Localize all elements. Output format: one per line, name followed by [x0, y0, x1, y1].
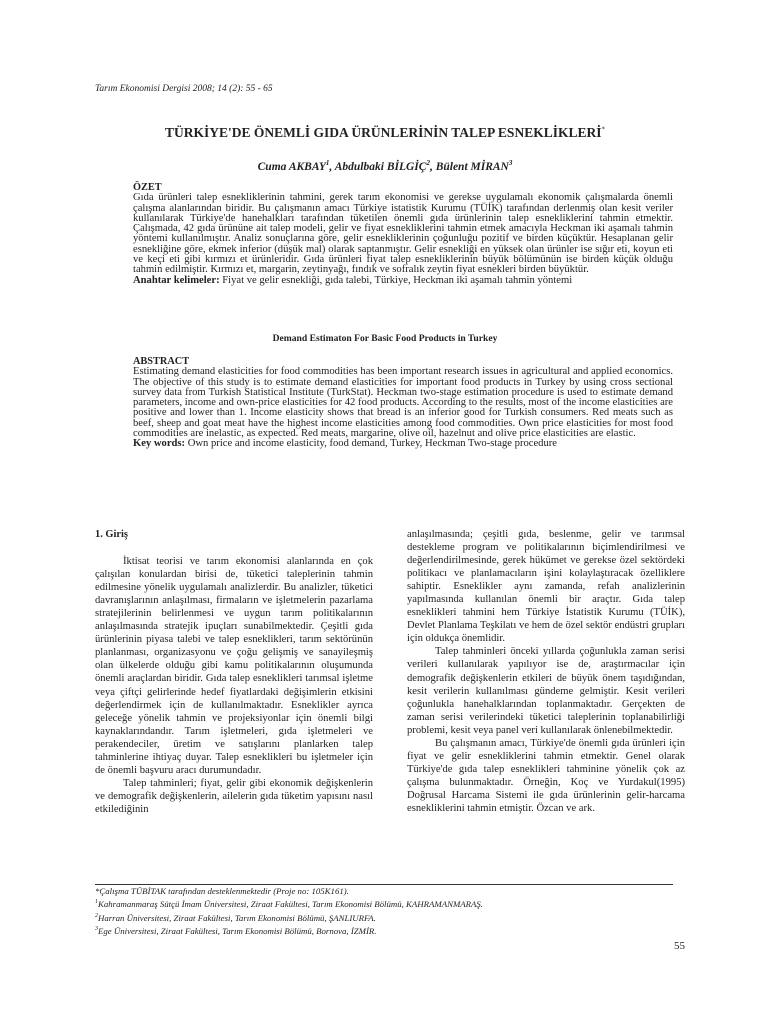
- footnote: [95, 886, 675, 897]
- abstract-keywords-text: Own price and income elasticity, food demand, Turkey, Heckman Two-stage procedure: [187, 438, 557, 450]
- left-column: [95, 528, 373, 816]
- body-paragraph: anlaşılmasında; çeşitli gıda, beslenme, gelir ve tarımsal destekleme program ve politikalarının biçimlendirilmesi ve değerlendirilmesinde, gerek hükümet ve gerekse özel sektördeki politikacı ve planlamacıların işini kolaylaştıracak özelliklere sahiptir. Esneklikler aynı zamanda, refah analizlerinin yapılmasında kullanılan önemli bir araçtır. Gıda talep esneklikleri tahmini hem Türkiye İstatistik Kurumu (TÜİK), Devlet Planlama Teşkilatı ve hem de özel sektör endüstri grupları için oldukça önemlidir.: [407, 529, 685, 645]
- english-title: Demand Estimaton For Basic Food Products in Turkey: [272, 333, 498, 344]
- ozet-keywords: [133, 276, 673, 286]
- paper-title: [95, 125, 675, 141]
- footnote-mark: 1: [95, 899, 98, 906]
- footnote-text: Harran Üniversitesi, Ziraat Fakültesi, Tarım Ekonomisi Bölümü, ŞANLIURFA.: [98, 912, 376, 923]
- ozet-keywords-label: Anahtar kelimeler:: [133, 274, 220, 286]
- footnote-divider: [95, 884, 673, 885]
- ozet-keywords-text: Fiyat ve gelir esnekliği, gıda talebi, Türkiye, Heckman iki aşamalı tahmin yöntemi: [222, 274, 573, 286]
- footnote-text: Ege Üniversitesi, Ziraat Fakültesi, Tarım Ekonomisi Bölümü, Bornova, İZMİR.: [98, 925, 377, 936]
- paper-title-text: TÜRKİYE'DE ÖNEMLİ GIDA ÜRÜNLERİNİN TALEP ESNEKLİKLERİ: [165, 125, 602, 140]
- body-paragraph: İktisat teorisi ve tarım ekonomisi alanlarında en çok çalışılan konulardan birisi de, tüketici taleplerinin tahmin edilmesine yönelik uygulamalı analizlerdir. Bu analizler, tüketici davranışlarının anlaşılması, firmaların ve işletmelerin pazarlama stratejilerinin belirlenmesi ve uygun tarım politikalarının anlaşılmasında stratejik ipuçları sunabilmektedir. Çeşitli gıda ürünlerinin piyasa talebi ve talep esneklikleri, tarım sektörünün planlanması, organizasyonu ve çoğu gelişmiş ve sanayileşmiş olan ülkelerde olduğu gibi kamu politikalarının oluşumunda önemli araçlardan biridir. Gıda talep esneklikleri tarımsal işletme veya çiftçi gelirlerinde hedef fiyatlardaki değişimlerin etkisini değerlendirmek için de kullanılmaktadır. Esneklikler ayrıca geleceğe yönelik tahmin ve projeksiyonlar için önemli bilgi kaynaklarındandır. Tarım işletmeleri, gıda işletmeleri ve perakendeciler, üretim ve satışlarını planlarken talep tahminlerine ihtiyaç duyar. Talep esneklikleri bu işletmeler için de önemli başvuru aracı durumundadır.: [95, 556, 373, 776]
- footnote: [95, 897, 675, 910]
- footnote-mark: 2: [95, 912, 98, 919]
- ozet-heading: ÖZET: [133, 182, 162, 193]
- journal-citation: Tarım Ekonomisi Dergisi 2008; 14 (2): 55 - 65: [95, 84, 273, 94]
- author-mark: 2: [426, 159, 430, 167]
- body-paragraph: Bu çalışmanın amacı, Türkiye'de önemli gıda ürünleri için fiyat ve gelir esnekliklerini tahmin etmektir. Genel olarak Türkiye'de gıda talep esneklikleri tahminine yönelik çok az çalışma bulunmaktadır. Örneğin, Koç ve Yurdakul(1995) Doğrusal Harcama Sistemi ile gıda ürünlerinin gelir-harcama esnekliklerini tahmin etmiştir. Özcan ve ark.: [407, 737, 685, 814]
- footnote: [95, 924, 675, 937]
- abstract-keywords: [133, 439, 673, 449]
- author-mark: 3: [508, 159, 513, 167]
- right-column: [407, 528, 685, 815]
- body-paragraph: Talep tahminleri; fiyat, gelir gibi ekonomik değişkenlerin ve demografik değişkenlerin, ailelerin gıda tüketim yapısını nasıl etkilediğinin: [95, 777, 373, 815]
- footnote-text: Kahramanmaraş Sütçü İmam Üniversitesi, Ziraat Fakültesi, Tarım Ekonomisi Bölümü, KAHRAMANMARAŞ.: [98, 899, 484, 910]
- footnote: [95, 911, 675, 924]
- footnote-mark: *: [95, 886, 100, 896]
- page-number: 55: [674, 940, 685, 952]
- section-heading: 1. Giriş: [95, 529, 128, 540]
- body-paragraph: Talep tahminleri önceki yıllarda çoğunlukla zaman serisi verileri kullanılarak yapılıyor ise de, araştırmacılar için demografik değişkenlerin etkileri de büyük önem taşıdığından, kesit verilerin kullanılması gündeme gelmiştir. Kesit verileri çoğunlukla hanehalklarından toplanmaktadır. Gerçekten de zaman serisi verilerindeki tüketici taleplerinin toplanabilirliği problemi, kesit veya panel veri kullanılarak önlenebilmektedir.: [407, 646, 685, 736]
- footnote-text: Çalışma TÜBİTAK tarafından desteklenmektedir (Proje no: 105K161).: [99, 886, 349, 896]
- author-separator: ,: [329, 160, 335, 173]
- ozet-section: [133, 183, 673, 286]
- author-name: Abdulbaki BİLGİÇ: [334, 160, 427, 173]
- footnotes: [95, 886, 675, 937]
- abstract-text: Estimating demand elasticities for food commodities has been important research issues in agricultural and applied economics. The objective of this study is to estimate demand elasticities for important food products in Turkey by using cross sectional survey data from Turkish Statistical Institute (TurkStat). Heckman two-stage estimation procedure is used to estimate demand parameters, income and own-price elasticities for 42 food products. According to the results, most of the income elasticities are positive and lower than 1. Income elasticity shows that bread is an inferior good for Turkish consumers. Red meats such as beef, sheep and goat meat have the highest income elasticities among food commodities. Own price elasticities for most food commodities are inelastic, as expected. Red meats, margarine, olive oil, hazelnut and olive price elasticities are elastic.: [133, 366, 673, 440]
- author-name: Cuma AKBAY: [257, 160, 326, 173]
- abstract-section: [133, 357, 673, 450]
- abstract-heading: ABSTRACT: [133, 356, 190, 367]
- abstract-keywords-label: Key words:: [133, 438, 186, 450]
- author-separator: ,: [429, 160, 436, 173]
- footnote-mark: 3: [95, 925, 98, 932]
- author-list: [95, 159, 675, 173]
- ozet-text: Gıda ürünleri talep esnekliklerinin tahmini, gerek tarım ekonomisi ve gerekse uygulamalı ekonomik çalışmalarda önemli çalışma alanlarından biridir. Bu çalışmanın amacı Türkiye istatistik Kurumu (TÜİK) tarafından derlenmiş olan kesit veriler kullanılarak Türkiye'de hanehalkları tarafından tüketilen önemli gıda ürünlerinin talep esnekliklerini tahmin etmektir. Çalışmada, 42 gıda ürününe ait talep modeli, gelir ve fiyat esnekliklerini tahmin etmek amacıyla Heckman iki aşamalı tahmin yöntemi kullanılmıştır. Analiz sonuçlarına göre, gelir esnekliklerinin çoğunluğu pozitif ve birden küçüktür. Hesaplanan gelir esnekliğine göre, ekmek inferior (düşük mal) olarak saptanmıştır. Gelir esnekliği en yüksek olan ürünler ise sığır eti, koyun eti ve keçi eti gibi kırmızı et ürünleridir. Gıda ürünleri fiyat talep esnekliklerinin büyük bölümünün ise birden küçük olduğu tahmin edilmiştir. Kırmızı et, margarin, zeytinyağı, fındık ve sofralık zeytin fiyat esnekleri birden büyüktür.: [133, 192, 673, 276]
- title-footnote-mark: *: [601, 125, 605, 134]
- author-mark: 1: [325, 159, 330, 167]
- author-name: Bülent MİRAN: [435, 160, 509, 173]
